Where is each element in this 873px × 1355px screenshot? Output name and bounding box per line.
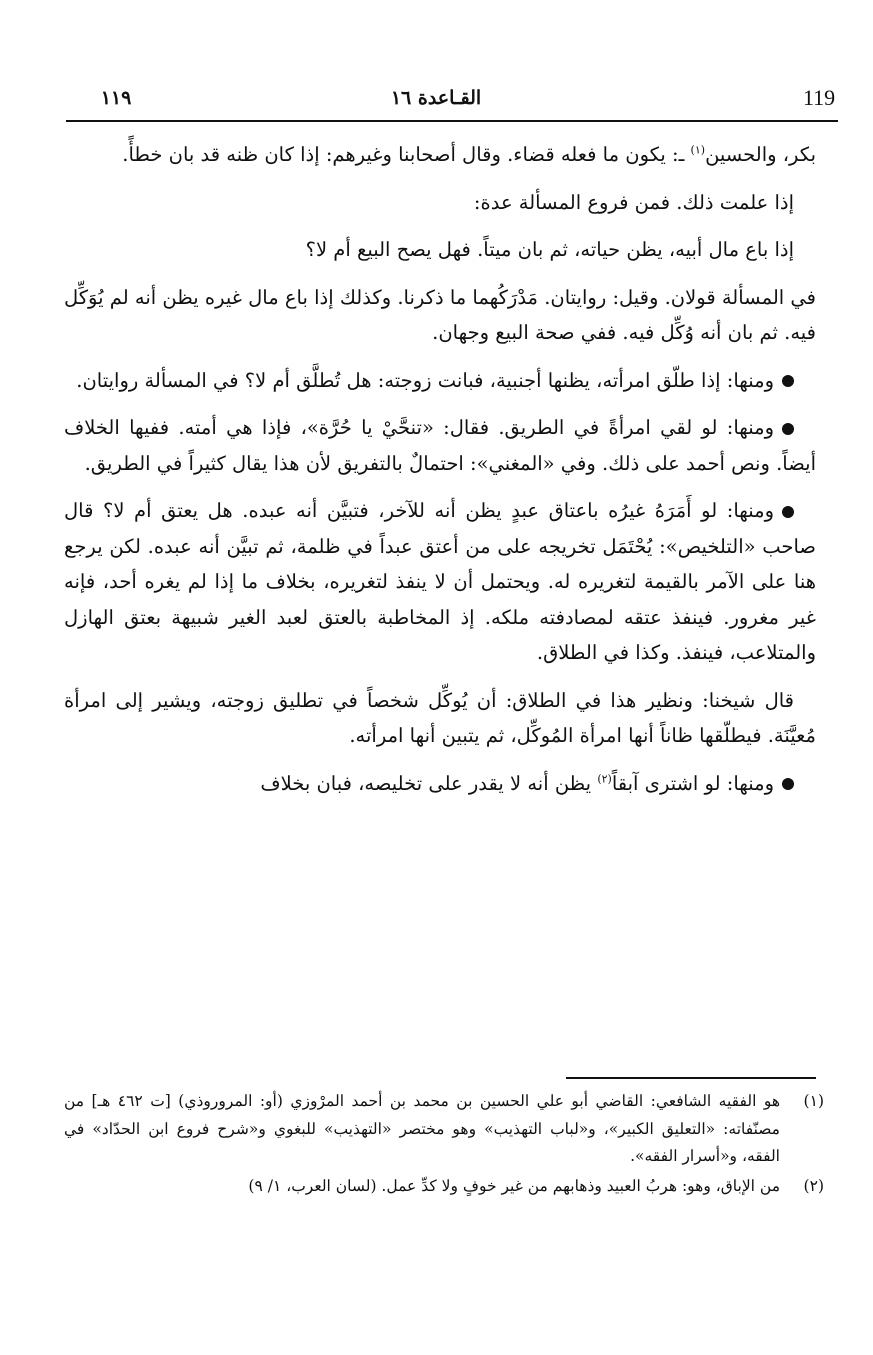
paragraph xyxy=(64,137,816,173)
footnote-separator xyxy=(566,1077,816,1079)
paragraph-text: في المسألة قولان. وقيل: روايتان. مَدْرَكُهما ما ذكرنا. وكذلك إذا باع مال غيره يظن أنه لم يُوَكِّل فيه. ثم بان أنه وُكِّل فيه. ففي صحة البيع وجهان. xyxy=(64,285,816,344)
paragraph xyxy=(64,766,816,802)
paragraph-text: إذا باع مال أبيه، يظن حياته، ثم بان ميتاً. فهل يصح البيع أم لا؟ xyxy=(305,238,794,261)
paragraph xyxy=(64,410,816,481)
footnote-text: هو الفقيه الشافعي: القاضي أبو علي الحسين بن محمد بن أحمد المرْوزي (أو: المروروذي) [ت ٤٦٢ هـ] من مصنّفاته: «التعليق الكبير»، و«لباب التهذيب» وهو مختصر «التهذيب» للبغوي و«شرح فروع ابن الحدّاد» في الفقه، و«أسرار الفقه». xyxy=(64,1092,781,1165)
running-title: القـاعدة ١٦ xyxy=(390,87,482,109)
main-text xyxy=(64,137,816,813)
page-number-latin: 119 xyxy=(803,85,836,110)
paragraph-text: ومنها: إذا طلّق امرأته، يظنها أجنبية، فبانت زوجته: هل تُطلَّق أم لا؟ في المسألة روايتان. xyxy=(76,368,774,392)
footnote xyxy=(64,1173,824,1201)
paragraph-text: ـ: يكون ما فعله قضاء. وقال أصحابنا وغيرهم: إذا كان ظنه قد بان خطأً. xyxy=(122,143,691,166)
paragraph xyxy=(64,280,816,351)
paragraph-text: يظن أنه لا يقدر على تخليصه، فبان بخلاف xyxy=(260,771,598,795)
paragraph-text: إذا علمت ذلك. فمن فروع المسألة عدة: xyxy=(473,190,794,214)
paragraph-text: بكر، والحسين xyxy=(705,143,816,166)
bullet-icon xyxy=(782,423,794,435)
paragraph-text: ومنها: لو أَمَرَهُ غيرُه باعتاق عبدٍ يظن أنه للآخر، فتبيَّن أنه عبده. هل يعتق أم لا؟ قال صاحب «التلخيص»: يُحْتَمَل تخريجه على من أعتق عبداً في ظلمة، ثم تبيَّن أنه عبده. لكن يرجع هنا على الآمر بالقيمة لتغريره له. ويحتمل أن لا ينفذ لتغريره، بخلاف ما إذا لم يغره أحد، فإنه غير مغرور. فينفذ عتقه لمصادفته ملكه. إذ المخاطبة بالعتق لعبد الغير شبيهة بعتق الهازل والمتلاعب، فينفذ. وكذا في الطلاق. xyxy=(64,499,816,664)
paragraph xyxy=(64,493,816,671)
footnote-marker: (٢) xyxy=(597,772,612,785)
footnote-number: (٢) xyxy=(803,1176,824,1195)
footnotes xyxy=(64,1088,824,1202)
paragraph xyxy=(64,683,816,754)
bullet-icon xyxy=(782,506,794,518)
footnote-marker: (١) xyxy=(690,143,706,157)
paragraph-text: ومنها: لو اشترى آبقاً xyxy=(611,771,774,795)
footnote-number: (١) xyxy=(803,1092,824,1110)
footnote xyxy=(64,1088,824,1171)
header-rule xyxy=(66,120,838,122)
page-number-arabic: ١١٩ xyxy=(100,87,132,109)
footnote-text: من الإباق، وهو: هربُ العبيد وذهابهم من غير خوفٍ ولا كدِّ عمل. (لسان العرب، ١/ ٩) xyxy=(248,1176,780,1195)
paragraph-text: قال شيخنا: ونظير هذا في الطلاق: أن يُوكِّل شخصاً في تطليق زوجته، ويشير إلى امرأة مُعيَّنَة. فيطلّقها ظاناً أنها امرأة المُوكِّل، ثم يتبين أنها امرأته. xyxy=(64,688,816,747)
paragraph xyxy=(64,232,816,268)
bullet-icon xyxy=(782,778,794,790)
bullet-icon xyxy=(782,375,794,387)
paragraph-text: ومنها: لو لقي امرأةً في الطريق. فقال: «تنحَّيْ يا حُرَّة»، فإذا هي أمته. ففيها الخلاف أيضاً. ونص أحمد على ذلك. وفي «المغني»: احتمالٌ بالتفريق لأن هذا يقال كثيراً في الطريق. xyxy=(64,416,816,475)
paragraph xyxy=(64,363,816,399)
paragraph xyxy=(64,185,816,221)
